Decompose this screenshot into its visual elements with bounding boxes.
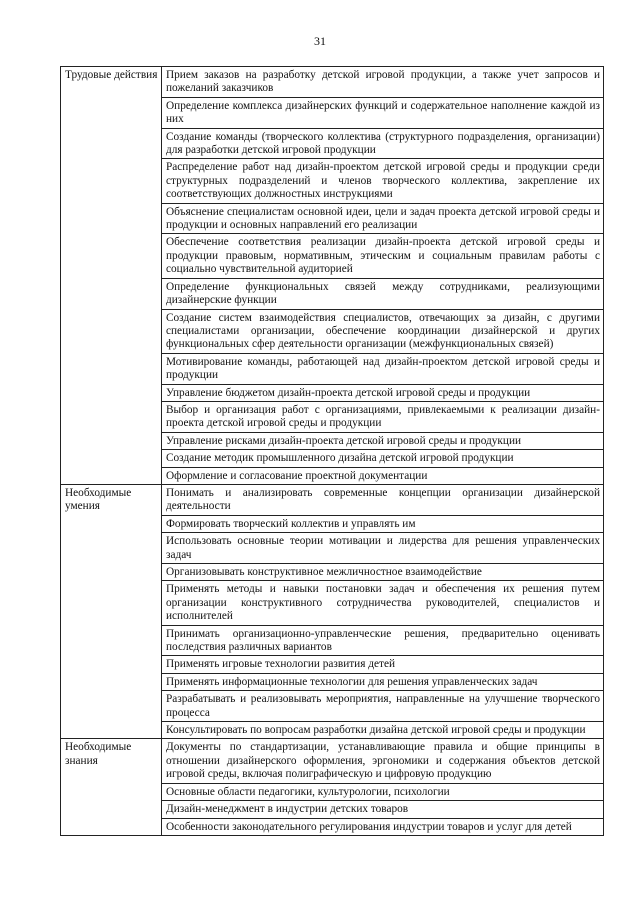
table-row — [61, 739, 604, 783]
section-item: Выбор и организация работ с организациями, привлекаемыми к реализации дизайн-проекта детской игровой среды и продукции — [162, 401, 604, 432]
requirements-table — [60, 66, 604, 836]
table-row — [61, 67, 604, 98]
page-number: 31 — [314, 34, 326, 48]
section-item: Применять методы и навыки постановки задач и обеспечения их решения путем организации конструктивного сотрудничества руководителей, специалистов и исполнителей — [162, 581, 604, 625]
section-item: Оформление и согласование проектной документации — [162, 467, 604, 484]
section-item: Распределение работ над дизайн-проектом детской игровой среды и продукции среди структурных подразделений и членов творческого коллектива, закрепление их соответствующих должностных инструкциями — [162, 159, 604, 203]
section-item: Обеспечение соответствия реализации дизайн-проекта детской игровой среды и продукции правовым, нормативным, этическим и социальным правилам работы с социально чувствительной аудиторией — [162, 234, 604, 278]
section-item: Определение функциональных связей между сотрудниками, реализующими дизайнерские функции — [162, 278, 604, 309]
section-item: Понимать и анализировать современные концепции организации дизайнерской деятельности — [162, 484, 604, 515]
section-item: Основные области педагогики, культурологии, психологии — [162, 783, 604, 800]
section-item: Документы по стандартизации, устанавливающие правила и общие принципы в отношении дизайнерского оформления, эргономики и содержания объектов детской игровой среды, включая полиграфическую и цифровую продукцию — [162, 739, 604, 783]
section-item: Использовать основные теории мотивации и лидерства для решения управленческих задач — [162, 533, 604, 564]
section-item: Создание методик промышленного дизайна детской игровой продукции — [162, 450, 604, 467]
section-item: Особенности законодательного регулирования индустрии товаров и услуг для детей — [162, 818, 604, 835]
section-item: Применять игровые технологии развития детей — [162, 656, 604, 673]
section-item: Формировать творческий коллектив и управлять им — [162, 515, 604, 532]
section-item: Организовывать конструктивное межличностное взаимодействие — [162, 564, 604, 581]
section-item: Мотивирование команды, работающей над дизайн-проектом детской игровой среды и продукции — [162, 353, 604, 384]
section-item: Принимать организационно-управленческие решения, предварительно оценивать последствия различных вариантов — [162, 625, 604, 656]
section-label: Необходимые умения — [61, 484, 162, 739]
section-item: Разрабатывать и реализовывать мероприятия, направленные на улучшение творческого процесса — [162, 691, 604, 722]
section-item: Дизайн-менеджмент в индустрии детских товаров — [162, 801, 604, 818]
section-item: Применять информационные технологии для решения управленческих задач — [162, 673, 604, 690]
section-label: Необходимые знания — [61, 739, 162, 835]
section-item: Определение комплекса дизайнерских функций и содержательное наполнение каждой из них — [162, 97, 604, 128]
section-item: Создание систем взаимодействия специалистов, отвечающих за дизайн, с другими специалистами организации, обеспечение координации дизайнерской и других функциональных сфер деятельности организации (межфункциональных связей) — [162, 309, 604, 353]
section-item: Консультировать по вопросам разработки дизайна детской игровой среды и продукции — [162, 722, 604, 739]
section-item: Создание команды (творческого коллектива (структурного подразделения, организации) для разработки детской игровой продукции — [162, 128, 604, 159]
section-label: Трудовые действия — [61, 67, 162, 485]
section-item: Объяснение специалистам основной идеи, цели и задач проекта детской игровой среды и продукции и основных направлений его реализации — [162, 203, 604, 234]
section-item: Прием заказов на разработку детской игровой продукции, а также учет запросов и пожеланий заказчиков — [162, 67, 604, 98]
table-body — [61, 67, 604, 836]
table-row — [61, 484, 604, 515]
section-item: Управление бюджетом дизайн-проекта детской игровой среды и продукции — [162, 384, 604, 401]
section-item: Управление рисками дизайн-проекта детской игровой среды и продукции — [162, 432, 604, 449]
